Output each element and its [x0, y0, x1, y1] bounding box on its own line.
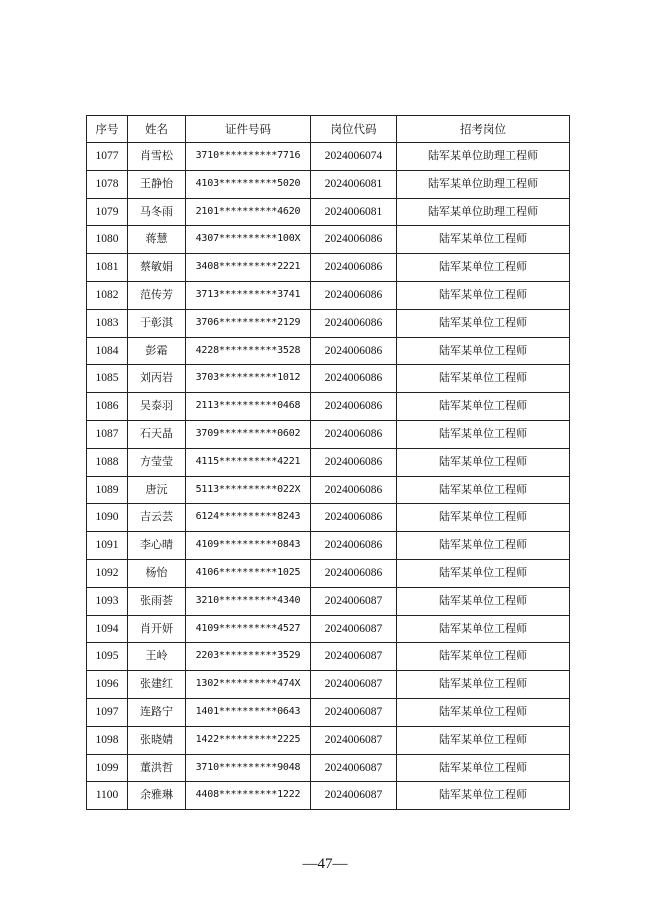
cell-name: 王岭 [128, 643, 186, 671]
table-row [87, 365, 570, 393]
cell-seq: 1096 [87, 671, 128, 699]
cell-seq: 1087 [87, 420, 128, 448]
table-row [87, 643, 570, 671]
cell-id-number: 3709**********0602 [186, 420, 311, 448]
table-row [87, 782, 570, 810]
cell-name: 刘丙岩 [128, 365, 186, 393]
cell-position-code: 2024006086 [311, 309, 397, 337]
cell-seq: 1097 [87, 698, 128, 726]
cell-position: 陆军某单位工程师 [397, 393, 570, 421]
cell-id-number: 4106**********1025 [186, 559, 311, 587]
cell-seq: 1080 [87, 226, 128, 254]
cell-seq: 1079 [87, 198, 128, 226]
cell-position-code: 2024006086 [311, 254, 397, 282]
cell-position: 陆军某单位工程师 [397, 782, 570, 810]
cell-position-code: 2024006086 [311, 504, 397, 532]
cell-position-code: 2024006087 [311, 698, 397, 726]
table-row [87, 476, 570, 504]
cell-name: 余雅琳 [128, 782, 186, 810]
cell-position-code: 2024006087 [311, 615, 397, 643]
cell-name: 董洪哲 [128, 754, 186, 782]
cell-position: 陆军某单位工程师 [397, 281, 570, 309]
cell-seq: 1085 [87, 365, 128, 393]
table-row [87, 559, 570, 587]
table-row [87, 615, 570, 643]
table-row [87, 170, 570, 198]
table-row [87, 448, 570, 476]
table-row [87, 198, 570, 226]
cell-position-code: 2024006086 [311, 448, 397, 476]
cell-position-code: 2024006086 [311, 365, 397, 393]
cell-name: 张晓婧 [128, 726, 186, 754]
cell-position: 陆军某单位工程师 [397, 476, 570, 504]
cell-name: 彭霜 [128, 337, 186, 365]
header-name: 姓名 [128, 116, 186, 143]
cell-id-number: 4103**********5020 [186, 170, 311, 198]
cell-id-number: 3703**********1012 [186, 365, 311, 393]
cell-id-number: 1401**********0643 [186, 698, 311, 726]
cell-seq: 1091 [87, 532, 128, 560]
cell-position: 陆军某单位工程师 [397, 615, 570, 643]
cell-id-number: 2203**********3529 [186, 643, 311, 671]
cell-id-number: 1302**********474X [186, 671, 311, 699]
table-row [87, 420, 570, 448]
cell-position-code: 2024006086 [311, 226, 397, 254]
cell-seq: 1082 [87, 281, 128, 309]
cell-position: 陆军某单位工程师 [397, 448, 570, 476]
cell-seq: 1077 [87, 143, 128, 171]
cell-position-code: 2024006086 [311, 532, 397, 560]
table-row [87, 754, 570, 782]
cell-id-number: 3713**********3741 [186, 281, 311, 309]
header-position: 招考岗位 [397, 116, 570, 143]
cell-position-code: 2024006086 [311, 420, 397, 448]
cell-seq: 1092 [87, 559, 128, 587]
cell-seq: 1094 [87, 615, 128, 643]
cell-position-code: 2024006087 [311, 754, 397, 782]
cell-name: 方莹莹 [128, 448, 186, 476]
table-row [87, 504, 570, 532]
cell-id-number: 4228**********3528 [186, 337, 311, 365]
cell-position: 陆军某单位工程师 [397, 754, 570, 782]
cell-position: 陆军某单位工程师 [397, 226, 570, 254]
cell-position: 陆军某单位工程师 [397, 254, 570, 282]
cell-name: 于彰淇 [128, 309, 186, 337]
table-row [87, 587, 570, 615]
cell-seq: 1089 [87, 476, 128, 504]
cell-seq: 1088 [87, 448, 128, 476]
cell-name: 杨怡 [128, 559, 186, 587]
cell-name: 肖雪松 [128, 143, 186, 171]
cell-name: 王静怡 [128, 170, 186, 198]
page-number: —47— [302, 856, 348, 872]
cell-position-code: 2024006087 [311, 671, 397, 699]
cell-seq: 1095 [87, 643, 128, 671]
cell-position: 陆军某单位工程师 [397, 671, 570, 699]
cell-name: 马冬雨 [128, 198, 186, 226]
cell-name: 张建红 [128, 671, 186, 699]
cell-position: 陆军某单位工程师 [397, 504, 570, 532]
cell-seq: 1081 [87, 254, 128, 282]
table-row [87, 393, 570, 421]
cell-name: 肖开妍 [128, 615, 186, 643]
cell-position: 陆军某单位工程师 [397, 559, 570, 587]
cell-name: 石天晶 [128, 420, 186, 448]
cell-seq: 1078 [87, 170, 128, 198]
cell-id-number: 3710**********9048 [186, 754, 311, 782]
table-header-row [87, 116, 570, 143]
cell-position: 陆军某单位助理工程师 [397, 198, 570, 226]
table-row [87, 337, 570, 365]
table-body [87, 143, 570, 810]
cell-position-code: 2024006087 [311, 726, 397, 754]
header-id-number: 证件号码 [186, 116, 311, 143]
cell-position: 陆军某单位工程师 [397, 420, 570, 448]
cell-id-number: 4109**********4527 [186, 615, 311, 643]
cell-name: 蒋慧 [128, 226, 186, 254]
cell-id-number: 3710**********7716 [186, 143, 311, 171]
cell-id-number: 1422**********2225 [186, 726, 311, 754]
table-row [87, 143, 570, 171]
header-seq: 序号 [87, 116, 128, 143]
cell-id-number: 2101**********4620 [186, 198, 311, 226]
cell-name: 吴泰羽 [128, 393, 186, 421]
table-row [87, 309, 570, 337]
table-row [87, 254, 570, 282]
cell-position: 陆军某单位助理工程师 [397, 170, 570, 198]
cell-name: 唐沅 [128, 476, 186, 504]
cell-position-code: 2024006081 [311, 170, 397, 198]
cell-name: 连路宁 [128, 698, 186, 726]
cell-position-code: 2024006087 [311, 587, 397, 615]
header-position-code: 岗位代码 [311, 116, 397, 143]
cell-id-number: 4109**********0843 [186, 532, 311, 560]
cell-seq: 1098 [87, 726, 128, 754]
cell-seq: 1099 [87, 754, 128, 782]
cell-id-number: 4115**********4221 [186, 448, 311, 476]
cell-seq: 1093 [87, 587, 128, 615]
cell-name: 吉云芸 [128, 504, 186, 532]
table-row [87, 532, 570, 560]
cell-position: 陆军某单位工程师 [397, 587, 570, 615]
cell-name: 李心晴 [128, 532, 186, 560]
cell-id-number: 4408**********1222 [186, 782, 311, 810]
cell-id-number: 2113**********0468 [186, 393, 311, 421]
cell-id-number: 4307**********100X [186, 226, 311, 254]
cell-position: 陆军某单位工程师 [397, 365, 570, 393]
cell-seq: 1086 [87, 393, 128, 421]
cell-id-number: 5113**********022X [186, 476, 311, 504]
cell-seq: 1083 [87, 309, 128, 337]
cell-position-code: 2024006081 [311, 198, 397, 226]
cell-name: 范传芳 [128, 281, 186, 309]
candidate-table [86, 115, 570, 810]
cell-position-code: 2024006087 [311, 782, 397, 810]
cell-id-number: 3210**********4340 [186, 587, 311, 615]
table-row [87, 226, 570, 254]
cell-position-code: 2024006074 [311, 143, 397, 171]
cell-position-code: 2024006087 [311, 643, 397, 671]
cell-position-code: 2024006086 [311, 281, 397, 309]
cell-seq: 1084 [87, 337, 128, 365]
cell-id-number: 6124**********8243 [186, 504, 311, 532]
cell-position: 陆军某单位工程师 [397, 698, 570, 726]
cell-position-code: 2024006086 [311, 337, 397, 365]
cell-seq: 1090 [87, 504, 128, 532]
cell-position: 陆军某单位工程师 [397, 532, 570, 560]
cell-id-number: 3706**********2129 [186, 309, 311, 337]
table-row [87, 726, 570, 754]
cell-position: 陆军某单位工程师 [397, 726, 570, 754]
cell-position: 陆军某单位工程师 [397, 337, 570, 365]
cell-id-number: 3408**********2221 [186, 254, 311, 282]
table-row [87, 698, 570, 726]
cell-position-code: 2024006086 [311, 393, 397, 421]
cell-position: 陆军某单位助理工程师 [397, 143, 570, 171]
cell-position-code: 2024006086 [311, 476, 397, 504]
table-row [87, 281, 570, 309]
cell-position: 陆军某单位工程师 [397, 309, 570, 337]
cell-name: 张雨荟 [128, 587, 186, 615]
cell-position-code: 2024006086 [311, 559, 397, 587]
cell-name: 蔡敏娟 [128, 254, 186, 282]
table-row [87, 671, 570, 699]
cell-position: 陆军某单位工程师 [397, 643, 570, 671]
cell-seq: 1100 [87, 782, 128, 810]
